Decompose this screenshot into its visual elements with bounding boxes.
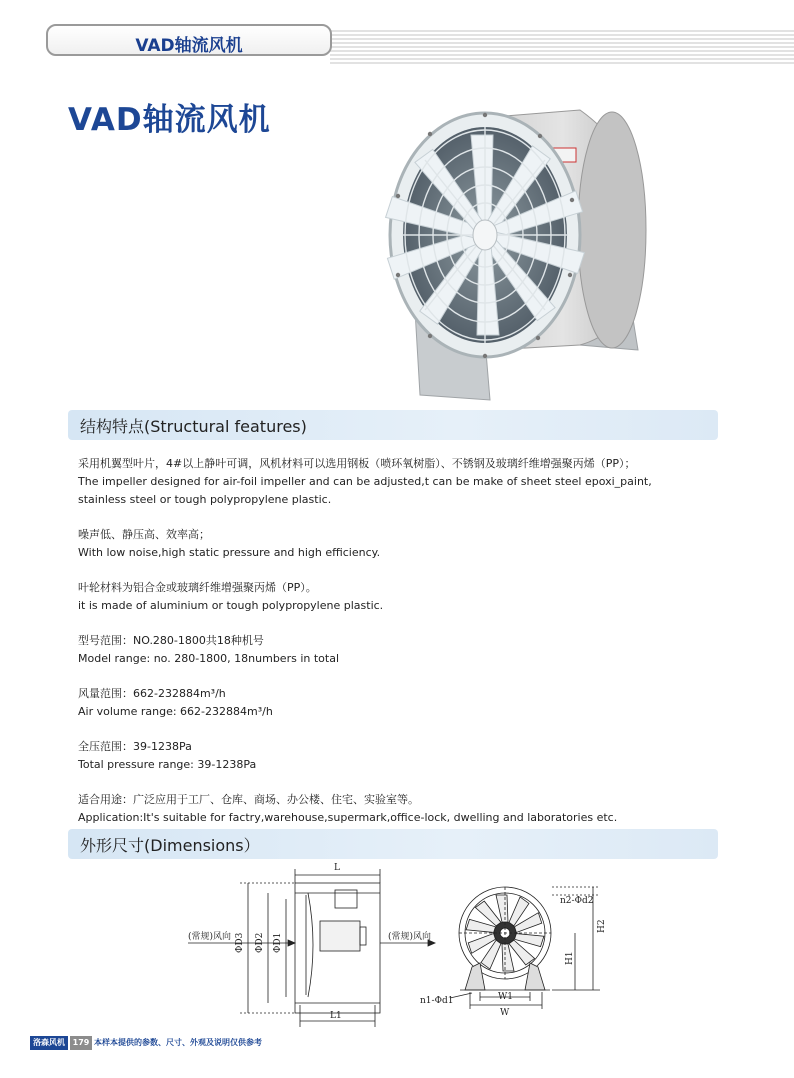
dim-n1d1: n1-Φd1 (420, 996, 454, 1006)
feature-noise-en: With low noise,high static pressure and high efficiency. (78, 546, 381, 559)
product-title: VAD轴流风机 (68, 102, 271, 138)
dim-W: W (500, 1008, 510, 1018)
features-section-header (68, 410, 718, 440)
footer-note: 本样本提供的参数、尺寸、外观及说明仅供参考 (94, 1038, 262, 1047)
feature-application-cn: 适合用途：广泛应用于工厂、仓库、商场、办公楼、住宅、实验室等。 (78, 793, 419, 806)
header-tab-title: VAD轴流风机 (135, 36, 243, 56)
dim-n2d2: n2-Φd2 (560, 896, 594, 906)
feature-volume-cn: 风量范围：662-232884m³/h (78, 687, 226, 700)
dim-W1: W1 (498, 992, 513, 1002)
feature-pressure-en: Total pressure range: 39-1238Pa (78, 758, 257, 771)
feature-impeller-en-2: stainless steel or tough polypropylene plastic. (78, 493, 332, 506)
side-view-drawing (188, 869, 435, 1027)
dim-D1: ΦD1 (273, 932, 283, 953)
header-tab (46, 24, 332, 56)
feature-material (78, 579, 758, 615)
feature-model-en: Model range: no. 280-1800, 18numbers in total (78, 652, 339, 665)
axial-fan-photo (380, 100, 660, 405)
feature-air-volume (78, 685, 758, 721)
feature-impeller-en-1: The impeller designed for air-foil impeller and can be adjusted,t can be make of sheet steel epoxi_paint, (78, 475, 652, 488)
airflow-label-left: (常规)风向 (188, 932, 232, 942)
dim-H2: H2 (597, 919, 607, 933)
feature-volume-en: Air volume range: 662-232884m³/h (78, 705, 273, 718)
feature-model-range (78, 632, 758, 668)
feature-material-cn: 叶轮材料为铝合金或玻璃纤维增强聚丙烯（PP）。 (78, 581, 317, 594)
feature-application-en: Application:It's suitable for factry,warehouse,supermark,office-lock, dwelling and laboratories etc. (78, 811, 618, 824)
dim-H1: H1 (565, 951, 575, 965)
feature-application (78, 791, 758, 827)
feature-impeller (78, 455, 758, 509)
footer-page-number: 179 (70, 1036, 92, 1050)
feature-pressure-cn: 全压范围：39-1238Pa (78, 740, 192, 753)
dimensions-section-title: 外形尺寸(Dimensions） (80, 836, 260, 855)
airflow-label-right: (常规)风向 (388, 932, 432, 942)
dim-L: L (334, 863, 340, 873)
features-section-title: 结构特点(Structural features) (80, 417, 307, 436)
feature-material-en: it is made of aluminium or tough polypropylene plastic. (78, 599, 384, 612)
footer-brand: 洛森风机 (30, 1036, 68, 1050)
features-body (78, 455, 758, 844)
dim-D3: ΦD3 (235, 932, 245, 953)
feature-impeller-cn: 采用机翼型叶片，4#以上静叶可调，风机材料可以选用钢板（喷环氧树脂）、不锈钢及玻璃纤维增强聚丙烯（PP）； (78, 457, 636, 470)
feature-noise-cn: 噪声低、静压高、效率高； (78, 528, 210, 541)
dim-D2: ΦD2 (255, 932, 265, 953)
feature-model-cn: 型号范围：NO.280-1800共18种机号 (78, 634, 264, 647)
dim-L1: L1 (330, 1011, 342, 1021)
header-stripes (330, 30, 794, 64)
dimension-drawings (180, 855, 620, 1030)
feature-noise (78, 526, 758, 562)
feature-pressure (78, 738, 758, 774)
